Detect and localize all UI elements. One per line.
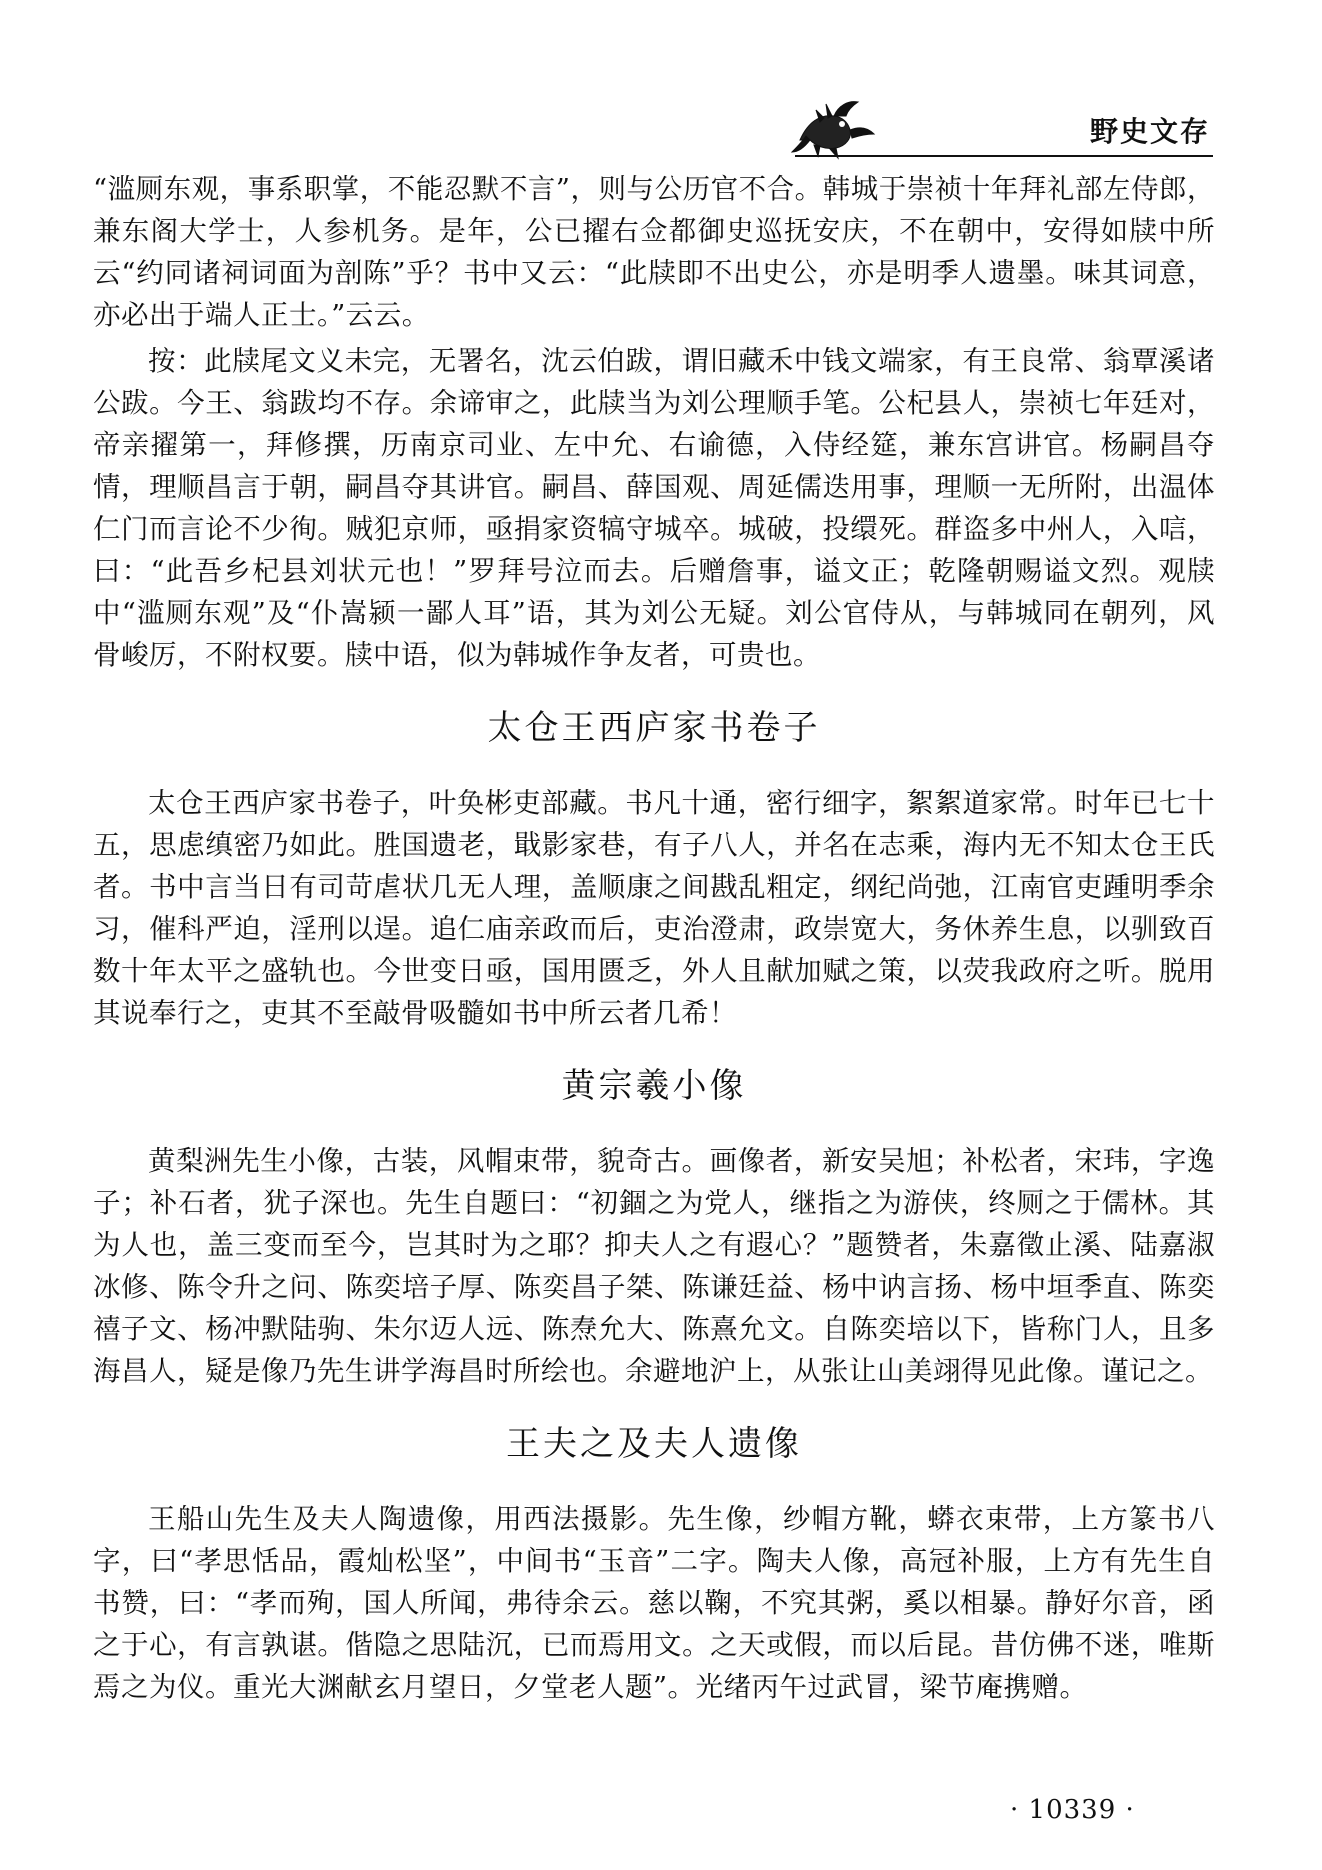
commentary-paragraph: 按：此牍尾文义未完，无署名，沈云伯跋，谓旧藏禾中钱文端家，有王良常、翁覃溪诸公跋。今王、翁跋均不存。余谛审之，此牍当为刘公理顺手笔。公杞县人，崇祯七年廷对，帝亲擢第一，拜修撰，历南京司业、左中允、右谕德，入侍经筵，兼东宫讲官。杨嗣昌夺情，理顺昌言于朝，嗣昌夺其讲官。嗣昌、薛国观、周延儒迭用事，理顺一无所附，出温体仁门而言论不少徇。贼犯京师，亟捐家资犒守城卒。城破，投缳死。群盗多中州人，入唁，曰：“此吾乡杞县刘状元也！”罗拜号泣而去。后赠詹事，谥文正；乾隆朝赐谥文烈。观牍中“滥厕东观”及“仆嵩颍一鄙人耳”语，其为刘公无疑。刘公官侍从，与韩城同在朝列，风骨峻厉，不附权要。牍中语，似为韩城作争友者，可贵也。 — [93, 345, 1215, 671]
section-body: 王船山先生及夫人陶遗像，用西法摄影。先生像，纱帽方靴，蟒衣束带，上方篆书八字，曰“孝思恬品，霞灿松坚”，中间书“玉音”二字。陶夫人像，高冠补服，上方有先生自书赞，曰：“孝而殉，国人所闻，弗待余云。慈以鞠，不究其粥，奚以相暴。静好尔音，函之于心，有言孰谌。偕隐之思陆沉，已而焉用文。之天或假，而以后昆。昔仿佛不迷，唯斯焉之为仪。重光大渊献玄月望日，夕堂老人题”。光绪丙午过武冒，梁节庵携赠。 — [93, 1503, 1215, 1703]
section-body: 黄梨洲先生小像，古装，风帽束带，貌奇古。画像者，新安吴旭；补松者，宋玮，字逸子；补石者，犹子深也。先生自题曰：“初錮之为党人，继指之为游侠，终厕之于儒林。其为人也，盖三变而至今，岂其时为之耶？抑夫人之有遐心？”题赞者，朱嘉徵止溪、陆嘉淑冰修、陈令升之问、陈奕培子厚、陈奕昌子桀、陈谦廷益、杨中讷言扬、杨中垣季直、陈奕禧子文、杨冲默陆驹、朱尔迈人远、陈焘允大、陈熹允文。自陈奕培以下，皆称门人，且多海昌人，疑是像乃先生讲学海昌时所绘也。余避地沪上，从张让山美翊得见此像。谨记之。 — [93, 1145, 1215, 1387]
dragon-emblem-icon — [790, 92, 880, 162]
page-number: · 10339 · — [1010, 1795, 1135, 1825]
running-header-title: 野史文存 — [1089, 115, 1210, 148]
section-title: 王夫之及夫人遗像 — [506, 1424, 802, 1464]
page-header — [790, 92, 1210, 162]
header-rule — [795, 155, 1213, 157]
section-body: 太仓王西庐家书卷子，叶奂彬吏部藏。书凡十通，密行细字，絮絮道家常。时年已七十五，思虑缜密乃如此。胜国遗老，戢影家巷，有子八人，并名在志乘，海内无不知太仓王氏者。书中言当日有司苛虐状几无人理，盖顺康之间戡乱粗定，纲纪尚弛，江南官吏踵明季余习，催科严迫，淫刑以逞。追仁庙亲政而后，吏治澄肃，政崇宽大，务休养生息，以驯致百数十年太平之盛轨也。今世变日亟，国用匮乏，外人且献加赋之策，以荧我政府之听。脱用其说奉行之，吏其不至敲骨吸髓如书中所云者几希！ — [93, 787, 1215, 1029]
section-title: 太仓王西庐家书卷子 — [487, 708, 821, 748]
continuation-paragraph: “滥厕东观，事系职掌，不能忍默不言”，则与公历官不合。韩城于崇祯十年拜礼部左侍郎，兼东阁大学士，人参机务。是年，公已擢右佥都御史巡抚安庆，不在朝中，安得如牍中所云“约同诸祠词面为剖陈”乎？书中又云：“此牍即不出史公，亦是明季人遗墨。味其词意，亦必出于端人正士。”云云。 — [93, 173, 1215, 331]
main-content — [93, 168, 1215, 1708]
section-title: 黄宗羲小像 — [561, 1066, 747, 1106]
